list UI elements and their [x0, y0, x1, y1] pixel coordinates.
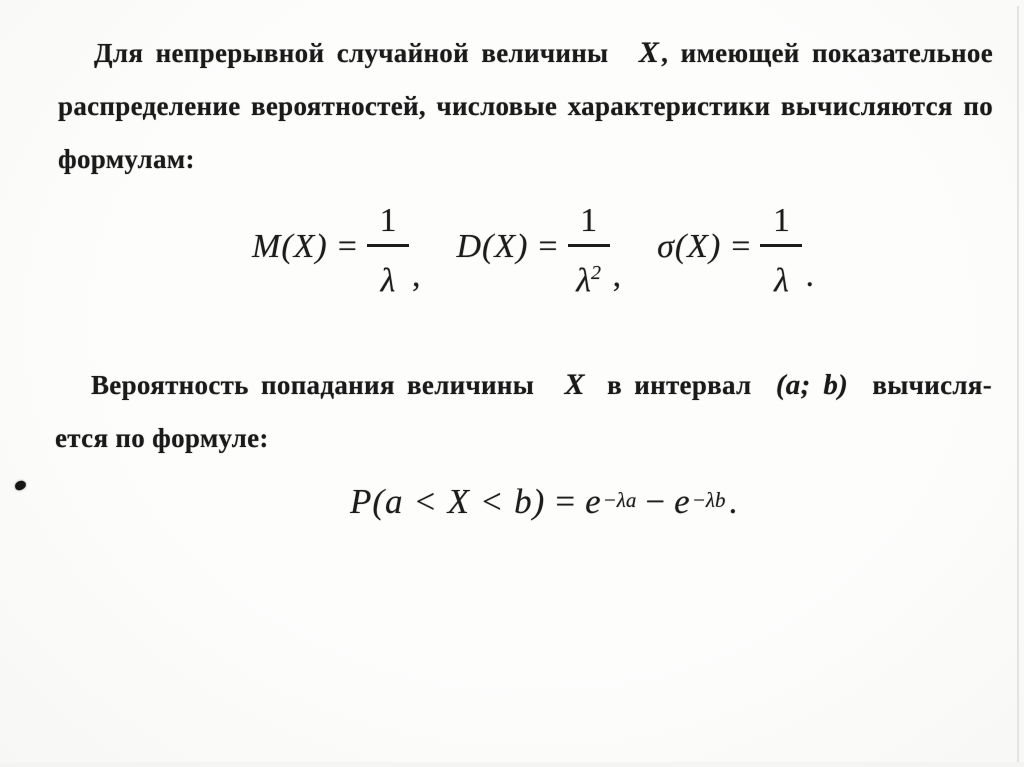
fraction-numerator: 1 [580, 202, 598, 239]
formulas-row [252, 200, 814, 304]
exponent-lambda-a: −λa [602, 488, 637, 512]
fraction-denominator: λ [380, 262, 396, 300]
exponent-lambda-b: −λb [691, 488, 726, 512]
math-var-x: X [638, 36, 660, 69]
minus-sign: − [645, 482, 666, 521]
fraction-bar [760, 244, 802, 247]
fraction-numerator: 1 [379, 202, 397, 239]
equals-sign: = [538, 228, 558, 266]
text-run: , имеющей показательное [661, 38, 993, 68]
formula-punctuation: . [728, 482, 738, 521]
formula-punctuation: , [612, 257, 622, 295]
text-run: Для непрерывной случайной величины [94, 38, 609, 68]
formula-probability [350, 482, 737, 522]
fraction-bar [367, 244, 409, 247]
fraction [760, 200, 802, 304]
paragraph-probability [55, 358, 992, 465]
equals-sign: = [555, 482, 576, 521]
paragraph-intro-line-1 [58, 26, 993, 80]
formula-variance [456, 200, 621, 304]
math-var-x: X [564, 368, 585, 401]
exp-base-e: e [585, 482, 601, 521]
text-run: вычисля- [872, 370, 992, 400]
text-run: Вероятность попадания величины [91, 370, 535, 400]
fraction [568, 200, 610, 304]
fraction [367, 200, 409, 304]
equals-sign: = [731, 228, 751, 266]
paragraph-intro [58, 26, 993, 186]
math-interval-ab: (a; b) [775, 369, 849, 401]
exp-base-e: e [674, 482, 690, 521]
formula-std-deviation [657, 200, 814, 304]
text-run: в интервал [607, 370, 752, 400]
scan-edge-line [1017, 6, 1019, 767]
fraction-denominator: λ [774, 262, 789, 300]
paragraph-probability-line-1 [55, 358, 992, 412]
fraction-bar [568, 244, 610, 247]
paragraph-intro-line-3: формулам: [58, 144, 195, 174]
fraction-numerator: 1 [772, 202, 790, 239]
paragraph-probability-line-2: ется по формуле: [55, 423, 269, 453]
equals-sign: = [337, 228, 357, 266]
formula-lhs: M(X) [252, 228, 328, 266]
bullet-mark [14, 480, 27, 491]
formula-expectation [252, 200, 420, 304]
paragraph-intro-line-2: распределение вероятностей, числовые характеристики вычисляются по [58, 91, 993, 121]
formula-lhs: σ(X) [657, 228, 722, 266]
scan-bottom-shade [0, 762, 1024, 767]
formula-lhs: D(X) [456, 228, 529, 266]
formula-punctuation: . [805, 257, 814, 295]
fraction-denominator: $\lambda^2$ [576, 262, 601, 300]
formula-punctuation: , [411, 257, 421, 295]
formula-lhs: P(a < X < b) [350, 482, 546, 521]
